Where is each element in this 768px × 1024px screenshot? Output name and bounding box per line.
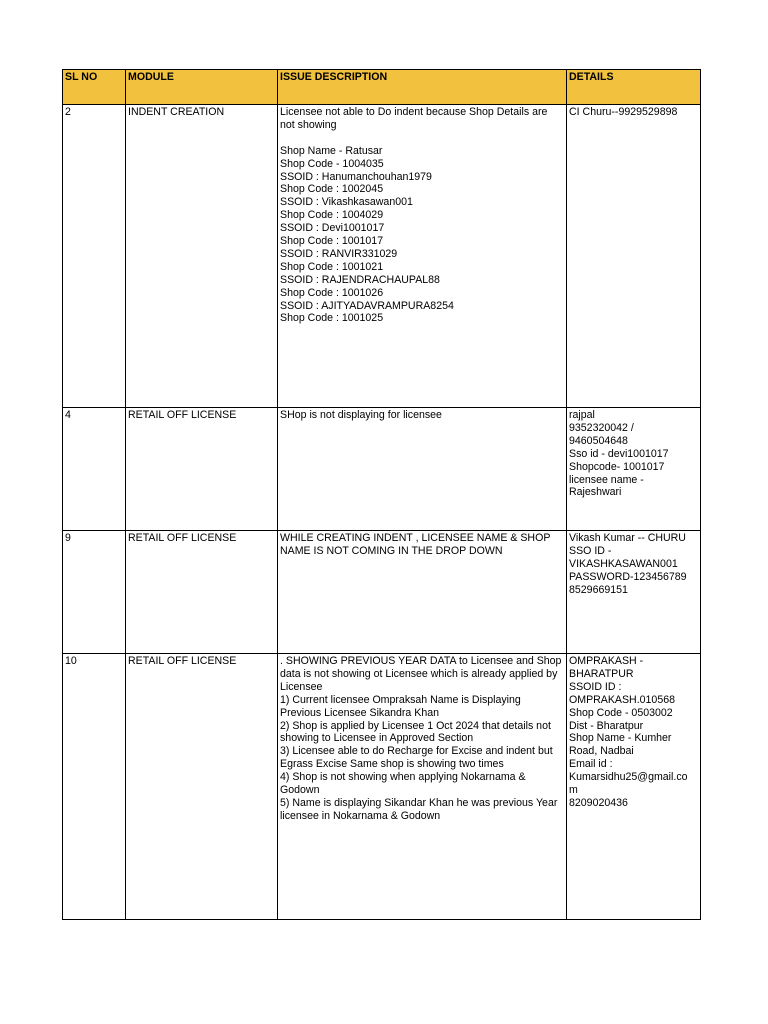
table-row bbox=[63, 408, 701, 531]
cell-text-line: 4) Shop is not showing when applying Nokarnama & Godown bbox=[280, 771, 529, 797]
cell-text-line: Shop Code : 1001026 bbox=[280, 286, 384, 299]
cell-text-line: Road, Nadbai bbox=[569, 745, 634, 758]
cell-text-line: licensee name - bbox=[569, 473, 644, 486]
module-cell: RETAIL OFF LICENSE bbox=[126, 654, 278, 920]
cell-text-line: SSO ID - bbox=[569, 544, 612, 557]
table-row bbox=[63, 531, 701, 654]
cell-text-line: WHILE CREATING INDENT , LICENSEE NAME & SHOP NAME IS NOT COMING IN THE DROP DOWN bbox=[280, 532, 554, 557]
cell-text-line: OMPRAKASH - bbox=[569, 655, 644, 667]
cell-text-line: 1) Current licensee Ompraksah Name is Displaying Previous Licensee Sikandra Khan bbox=[280, 693, 524, 719]
issue-description-cell bbox=[278, 654, 567, 920]
header-module: MODULE bbox=[126, 70, 278, 105]
cell-text-line: SHop is not displaying for licensee bbox=[280, 409, 442, 421]
details-cell bbox=[567, 531, 701, 654]
cell-text-line: Shop Code : 1001025 bbox=[280, 312, 384, 325]
header-sl-no: SL NO bbox=[63, 70, 126, 105]
cell-text-line: Shopcode- 1001017 bbox=[569, 460, 665, 473]
cell-text-line: SSOID : Vikashkasawan001 bbox=[280, 196, 413, 209]
cell-text-line: Shop Code - 1004035 bbox=[280, 157, 384, 170]
module-cell: RETAIL OFF LICENSE bbox=[126, 531, 278, 654]
cell-text-line: Shop Code : 1004029 bbox=[280, 209, 384, 222]
table-row bbox=[63, 654, 701, 920]
sl-no-cell: 2 bbox=[63, 105, 126, 408]
cell-text-line: SSOID : Devi1001017 bbox=[280, 222, 385, 235]
cell-text-line: Licensee not able to Do indent because Shop Details are not showing bbox=[280, 106, 551, 131]
header-row bbox=[63, 70, 701, 105]
issue-description-cell bbox=[278, 408, 567, 531]
sl-no-cell: 4 bbox=[63, 408, 126, 531]
cell-text-line: Shop Code : 1001017 bbox=[280, 235, 384, 248]
cell-text-line: 3) Licensee able to do Recharge for Excise and indent but Egrass Excise Same shop is showing two times bbox=[280, 745, 556, 771]
cell-text-line: 8209020436 bbox=[569, 796, 628, 809]
cell-text-line: 9352320042 / bbox=[569, 421, 634, 434]
cell-text-line bbox=[280, 132, 564, 145]
cell-text-line: SSOID : AJITYADAVRAMPURA8254 bbox=[280, 299, 454, 312]
sl-no-cell: 10 bbox=[63, 654, 126, 920]
cell-text-line: SSOID : RAJENDRACHAUPAL88 bbox=[280, 273, 440, 286]
cell-text-line: . SHOWING PREVIOUS YEAR DATA to Licensee and Shop data is not showing ot Licensee which is already applied by Licensee bbox=[280, 655, 565, 693]
cell-text-line: 9460504648 bbox=[569, 434, 628, 447]
details-cell bbox=[567, 105, 701, 408]
cell-text-line: m bbox=[569, 784, 578, 797]
header-issue-description: ISSUE DESCRIPTION bbox=[278, 70, 567, 105]
module-cell: RETAIL OFF LICENSE bbox=[126, 408, 278, 531]
cell-text-line: Vikash Kumar -- CHURU bbox=[569, 532, 686, 544]
cell-text-line: Dist - Bharatpur bbox=[569, 719, 644, 732]
header-details: DETAILS bbox=[567, 70, 701, 105]
cell-text-line: SSOID ID : bbox=[569, 680, 622, 693]
sl-no-cell: 9 bbox=[63, 531, 126, 654]
table-row bbox=[63, 105, 701, 408]
cell-text-line: Email id : bbox=[569, 758, 613, 771]
cell-text-line: VIKASHKASAWAN001 bbox=[569, 557, 678, 570]
cell-text-line: Sso id - devi1001017 bbox=[569, 447, 669, 460]
cell-text-line: PASSWORD-123456789 bbox=[569, 570, 687, 583]
cell-text-line: Shop Code : 1001021 bbox=[280, 260, 384, 273]
cell-text-line: Shop Name - Kumher bbox=[569, 732, 672, 745]
cell-text-line: 2) Shop is applied by Licensee 1 Oct 2024 that details not showing to Licensee in Approved Section bbox=[280, 719, 554, 745]
cell-text-line: Shop Code : 1002045 bbox=[280, 183, 384, 196]
cell-text-line: BHARATPUR bbox=[569, 667, 634, 680]
issues-table bbox=[62, 69, 701, 920]
details-cell bbox=[567, 408, 701, 531]
cell-text-line: CI Churu--9929529898 bbox=[569, 106, 678, 118]
cell-text-line: 8529669151 bbox=[569, 583, 628, 596]
module-cell: INDENT CREATION bbox=[126, 105, 278, 408]
issue-description-cell bbox=[278, 531, 567, 654]
cell-text-line: SSOID : Hanumanchouhan1979 bbox=[280, 170, 432, 183]
cell-text-line: Kumarsidhu25@gmail.co bbox=[569, 771, 688, 784]
cell-text-line: rajpal bbox=[569, 409, 595, 421]
issue-description-cell bbox=[278, 105, 567, 408]
details-cell bbox=[567, 654, 701, 920]
cell-text-line: 5) Name is displaying Sikandar Khan he was previous Year licensee in Nokarnama & Godown bbox=[280, 796, 561, 822]
cell-text-line: OMPRAKASH.010568 bbox=[569, 693, 675, 706]
cell-text-line: SSOID : RANVIR331029 bbox=[280, 247, 398, 260]
cell-text-line: Rajeshwari bbox=[569, 486, 622, 499]
cell-text-line: Shop Name - Ratusar bbox=[280, 144, 383, 157]
cell-text-line: Shop Code - 0503002 bbox=[569, 706, 673, 719]
